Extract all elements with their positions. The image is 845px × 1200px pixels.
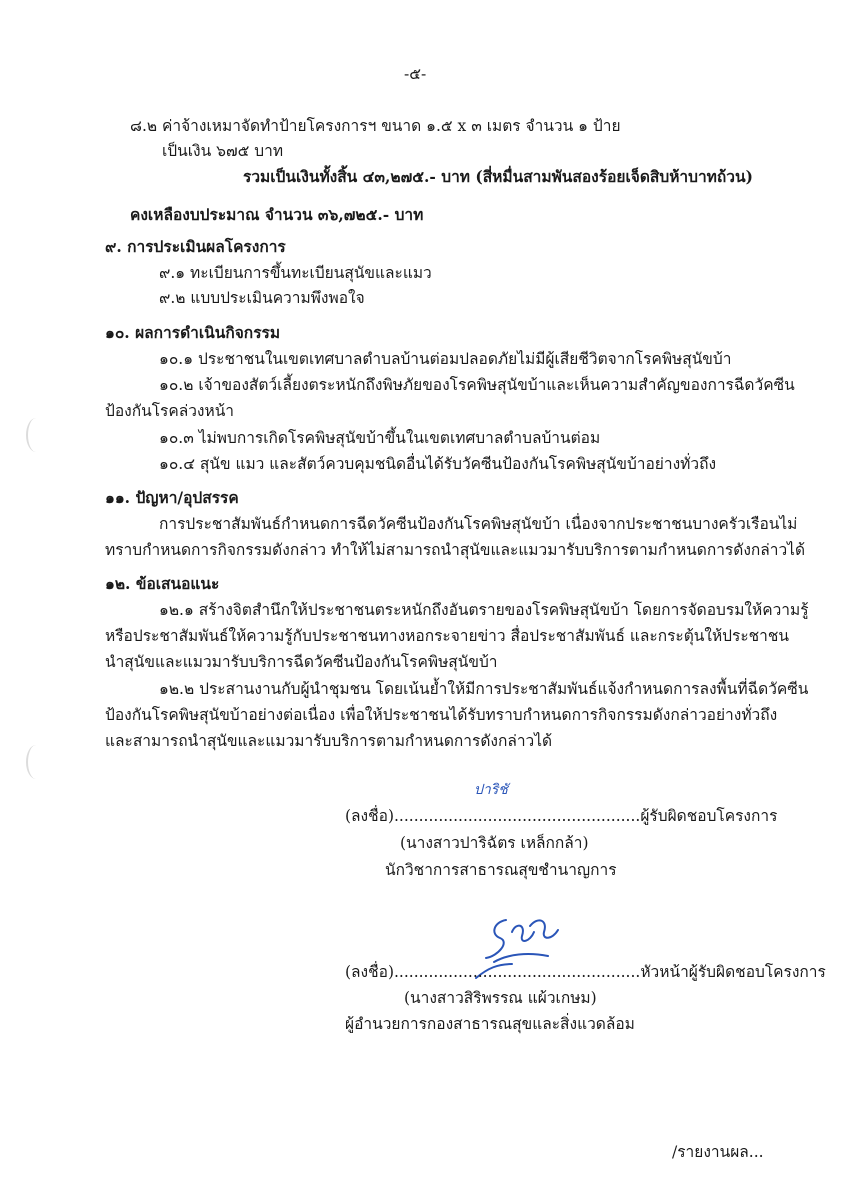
section-12-text: ๑๒.๒ ประสานงานกับผู้นำชุมชน โดยเน้นย้ำให้มีการประชาสัมพันธ์แจ้งกำหนดการลงพื้นที่ฉีดวัคซีน bbox=[159, 680, 809, 698]
section-10-item: ๑๐.๔ สุนัข แมว และสัตว์ควบคุมชนิดอื่นได้รับวัคซีนป้องกันโรคพิษสุนัขบ้าอย่างทั่วถึง bbox=[159, 455, 717, 473]
page-number: -๕- bbox=[404, 65, 427, 83]
budget-item-8-2-amount: เป็นเงิน ๖๗๕ บาท bbox=[162, 142, 284, 160]
handwritten-signature: ปาริชั bbox=[474, 782, 508, 798]
section-10-item: ๑๐.๒ เจ้าของสัตว์เลี้ยงตระหนักถึงพิษภัยของโรคพิษสุนัขบ้าและเห็นความสำคัญของการฉีดวัคซีน bbox=[159, 376, 795, 394]
section-12-text: ๑๒.๑ สร้างจิตสำนึกให้ประชาชนตระหนักถึงอันตรายของโรคพิษสุนัขบ้า โดยการจัดอบรมให้ความรู้ bbox=[159, 601, 809, 619]
section-9-heading: ๙. การประเมินผลโครงการ bbox=[105, 237, 286, 256]
section-9-item: ๙.๒ แบบประเมินความพึงพอใจ bbox=[159, 289, 365, 307]
section-10-item-continued: ป้องกันโรคล่วงหน้า bbox=[105, 402, 235, 420]
continuation-marker: /รายงานผล... bbox=[672, 1143, 764, 1161]
section-10-item: ๑๐.๑ ประชาชนในเขตเทศบาลตำบลบ้านต่อมปลอดภัยไม่มีผู้เสียชีวิตจากโรคพิษสุนัขบ้า bbox=[159, 350, 732, 368]
section-11-text: การประชาสัมพันธ์กำหนดการฉีดวัคซีนป้องกันโรคพิษสุนัขบ้า เนื่องจากประชาชนบางครัวเรือนไม่ bbox=[159, 515, 798, 533]
section-12-text: นำสุนัขและแมวมารับบริการฉีดวัคซีนป้องกันโรคพิษสุนัขบ้า bbox=[105, 653, 498, 671]
signer-name: (นางสาวสิริพรรณ แผ้วเกษม) bbox=[404, 989, 597, 1007]
section-11-heading: ๑๑. ปัญหา/อุปสรรค bbox=[105, 488, 239, 507]
section-12-text: หรือประชาสัมพันธ์ให้ความรู้กับประชาชนทางหอกระจายข่าว สื่อประชาสัมพันธ์ และกระตุ้นให้ประชาชน bbox=[105, 627, 790, 645]
section-12-text: และสามารถนำสุนัขและแมวมารับบริการตามกำหนดการดังกล่าวได้ bbox=[105, 732, 553, 750]
punch-hole-mark bbox=[26, 418, 46, 452]
punch-hole-mark bbox=[26, 745, 46, 779]
signature-line: (ลงชื่อ)..................................................หัวหน้าผู้รับผิดชอบโครงการ bbox=[345, 963, 826, 981]
section-10-item: ๑๐.๓ ไม่พบการเกิดโรคพิษสุนัขบ้าขึ้นในเขตเทศบาลตำบลบ้านต่อม bbox=[159, 429, 601, 447]
budget-total: รวมเป็นเงินทั้งสิ้น ๔๓,๒๗๕.- บาท (สี่หมื่นสามพันสองร้อยเจ็ดสิบห้าบาทถ้วน) bbox=[243, 167, 753, 186]
budget-remaining: คงเหลืองบประมาณ จำนวน ๓๖,๗๒๕.- บาท bbox=[130, 205, 424, 224]
section-12-heading: ๑๒. ข้อเสนอแนะ bbox=[105, 574, 220, 593]
signature-line: (ลงชื่อ)..................................................ผู้รับผิดชอบโครงการ bbox=[345, 807, 778, 825]
section-11-text: ทราบกำหนดการกิจกรรมดังกล่าว ทำให้ไม่สามารถนำสุนัขและแมวมารับบริการตามกำหนดการดังกล่าวได้ bbox=[105, 541, 806, 559]
section-9-item: ๙.๑ ทะเบียนการขึ้นทะเบียนสุนัขและแมว bbox=[159, 264, 432, 282]
section-10-heading: ๑๐. ผลการดำเนินกิจกรรม bbox=[105, 323, 281, 342]
signer-position: นักวิชาการสาธารณสุขชำนาญการ bbox=[385, 861, 617, 879]
signer-position: ผู้อำนวยการกองสาธารณสุขและสิ่งแวดล้อม bbox=[345, 1015, 635, 1033]
budget-item-8-2: ๘.๒ ค่าจ้างเหมาจัดทำป้ายโครงการฯ ขนาด ๑.๕ x ๓ เมตร จำนวน ๑ ป้าย bbox=[130, 117, 621, 135]
section-12-text: ป้องกันโรคพิษสุนัขบ้าอย่างต่อเนื่อง เพื่อให้ประชาชนได้รับทราบกำหนดการกิจกรรมดังกล่าวอย่างทั่วถึง bbox=[105, 706, 778, 724]
signer-name: (นางสาวปาริฉัตร เหล็กกล้า) bbox=[400, 834, 589, 852]
